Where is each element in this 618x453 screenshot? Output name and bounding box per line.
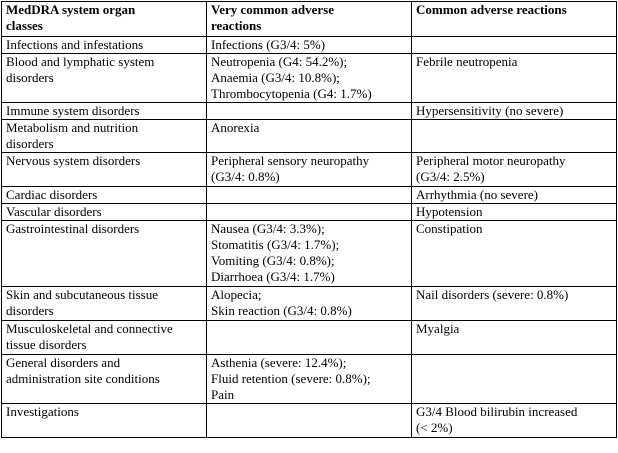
table-row — [2, 153, 617, 187]
cell-text: Hypotension — [416, 204, 483, 219]
common-cell — [412, 37, 617, 54]
cell-text: administration site conditions — [6, 371, 160, 386]
organ-class-cell — [2, 187, 207, 204]
cell-text: Peripheral motor neuropathy — [416, 153, 566, 168]
very-common-cell — [207, 321, 412, 355]
cell-text: Thrombocytopenia (G4: 1.7%) — [211, 86, 372, 101]
cell-text: Nervous system disorders — [6, 153, 141, 168]
cell-text: Musculoskeletal and connective — [6, 321, 173, 336]
cell-text: Nail disorders (severe: 0.8%) — [416, 287, 569, 302]
cell-text: Skin reaction (G3/4: 0.8%) — [211, 303, 352, 318]
cell-text: Fluid retention (severe: 0.8%); — [211, 371, 371, 386]
table-row — [2, 204, 617, 221]
table-row — [2, 54, 617, 103]
common-cell — [412, 54, 617, 103]
header-text: reactions — [211, 18, 262, 33]
very-common-cell — [207, 404, 412, 438]
header-text: MedDRA system organ — [6, 2, 136, 17]
organ-class-cell — [2, 321, 207, 355]
cell-text: Anaemia (G3/4: 10.8%); — [211, 70, 340, 85]
table-row — [2, 103, 617, 120]
common-cell — [412, 287, 617, 321]
very-common-cell — [207, 187, 412, 204]
header-very-common — [207, 2, 412, 37]
header-row — [2, 2, 617, 37]
very-common-cell — [207, 153, 412, 187]
organ-class-cell — [2, 404, 207, 438]
table-row — [2, 287, 617, 321]
cell-text: Diarrhoea (G3/4: 1.7%) — [211, 269, 335, 284]
cell-text: Infections (G3/4: 5%) — [211, 37, 326, 52]
cell-text: Gastrointestinal disorders — [6, 221, 140, 236]
very-common-cell — [207, 355, 412, 404]
common-cell — [412, 404, 617, 438]
cell-text: Asthenia (severe: 12.4%); — [211, 355, 347, 370]
header-organ-class — [2, 2, 207, 37]
table-row — [2, 187, 617, 204]
very-common-cell — [207, 204, 412, 221]
common-cell — [412, 187, 617, 204]
common-cell — [412, 221, 617, 287]
organ-class-cell — [2, 54, 207, 103]
organ-class-cell — [2, 103, 207, 120]
cell-text: Neutropenia (G4: 54.2%); — [211, 54, 348, 69]
cell-text: Skin and subcutaneous tissue — [6, 287, 159, 302]
common-cell — [412, 103, 617, 120]
cell-text: Infections and infestations — [6, 37, 144, 52]
cell-text: Peripheral sensory neuropathy — [211, 153, 370, 168]
cell-text: Blood and lymphatic system — [6, 54, 155, 69]
cell-text: tissue disorders — [6, 337, 87, 352]
table-row — [2, 404, 617, 438]
organ-class-cell — [2, 287, 207, 321]
cell-text: G3/4 Blood bilirubin increased — [416, 404, 578, 419]
table-row — [2, 221, 617, 287]
header-text: Common adverse reactions — [416, 2, 567, 17]
adverse-reactions-table — [1, 1, 617, 438]
cell-text: Vascular disorders — [6, 204, 102, 219]
cell-text: Cardiac disorders — [6, 187, 98, 202]
header-common — [412, 2, 617, 37]
cell-text: disorders — [6, 136, 54, 151]
very-common-cell — [207, 54, 412, 103]
header-text: Very common adverse — [211, 2, 334, 17]
cell-text: Metabolism and nutrition — [6, 120, 139, 135]
table-row — [2, 120, 617, 153]
common-cell — [412, 204, 617, 221]
cell-text: Myalgia — [416, 321, 460, 336]
cell-text: (< 2%) — [416, 420, 453, 435]
cell-text: Hypersensitivity (no severe) — [416, 103, 564, 118]
organ-class-cell — [2, 153, 207, 187]
cell-text: Nausea (G3/4: 3.3%); — [211, 221, 325, 236]
cell-text: Stomatitis (G3/4: 1.7%); — [211, 237, 340, 252]
cell-text: Anorexia — [211, 120, 260, 135]
common-cell — [412, 321, 617, 355]
very-common-cell — [207, 37, 412, 54]
very-common-cell — [207, 287, 412, 321]
cell-text: Investigations — [6, 404, 79, 419]
common-cell — [412, 120, 617, 153]
cell-text: disorders — [6, 70, 54, 85]
cell-text: (G3/4: 2.5%) — [416, 169, 485, 184]
organ-class-cell — [2, 355, 207, 404]
table-row — [2, 355, 617, 404]
table-row — [2, 321, 617, 355]
cell-text: General disorders and — [6, 355, 121, 370]
organ-class-cell — [2, 37, 207, 54]
header-text: classes — [6, 18, 43, 33]
very-common-cell — [207, 103, 412, 120]
cell-text: Febrile neutropenia — [416, 54, 518, 69]
organ-class-cell — [2, 120, 207, 153]
cell-text: Vomiting (G3/4: 0.8%); — [211, 253, 335, 268]
organ-class-cell — [2, 221, 207, 287]
cell-text: Immune system disorders — [6, 103, 140, 118]
very-common-cell — [207, 120, 412, 153]
very-common-cell — [207, 221, 412, 287]
cell-text: Pain — [211, 387, 235, 402]
cell-text: Arrhythmia (no severe) — [416, 187, 539, 202]
cell-text: Constipation — [416, 221, 483, 236]
common-cell — [412, 153, 617, 187]
organ-class-cell — [2, 204, 207, 221]
cell-text: disorders — [6, 303, 54, 318]
cell-text: Alopecia; — [211, 287, 262, 302]
table-row — [2, 37, 617, 54]
common-cell — [412, 355, 617, 404]
cell-text: (G3/4: 0.8%) — [211, 169, 280, 184]
